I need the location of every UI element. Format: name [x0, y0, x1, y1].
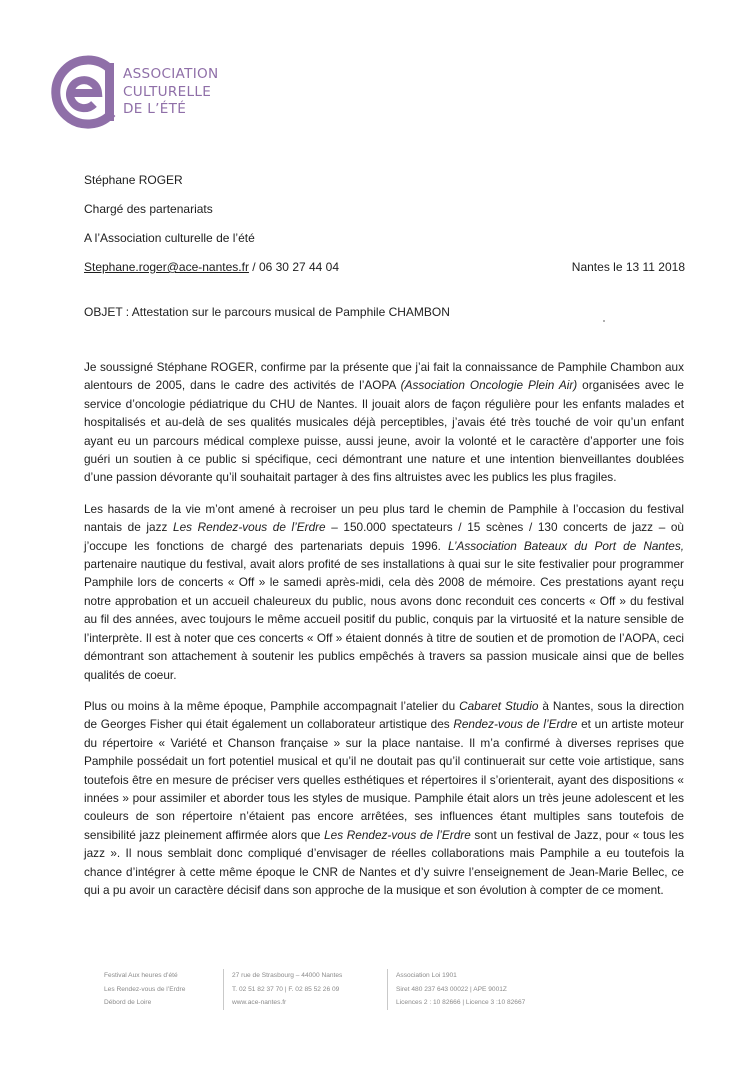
- footer-festivals: [104, 969, 185, 1010]
- letter-subject: OBJET : Attestation sur le parcours musical de Pamphile CHAMBON: [84, 305, 450, 319]
- ace-logo-icon: [50, 55, 122, 131]
- footer-line: Les Rendez-vous de l’Erdre: [104, 985, 186, 993]
- letter-date: Nantes le 13 11 2018: [571, 260, 685, 274]
- text-run: Plus ou moins à la même époque, Pamphile accompagnait l’atelier du: [84, 698, 460, 713]
- text-run-italic: L’Association Bateaux du Port de Nantes,: [447, 538, 684, 553]
- sender-name: Stéphane ROGER: [84, 173, 183, 187]
- footer-line: Débord de Loire: [104, 999, 152, 1006]
- sender-email-link[interactable]: Stephane.roger@ace-nantes.fr: [84, 260, 249, 274]
- sender-organisation: A l’Association culturelle de l’été: [84, 231, 255, 245]
- sender-phone: / 06 30 27 44 04: [248, 260, 340, 274]
- text-run-italic: (Association Oncologie Plein Air): [400, 378, 578, 393]
- body-paragraph-2: [84, 500, 684, 684]
- footer-line: Siret 480 237 643 00022 | APE 9001Z: [396, 985, 507, 993]
- text-run: Je soussigné Stéphane ROGER, confirme par la présente que j’ai fait la connaissance de Pamphile Chambon aux alentours de 2005, dans le cadre des activités de l’AOPA: [84, 360, 684, 393]
- logo-line-1: ASSOCIATION: [123, 66, 219, 82]
- text-run: – 150.000 spectateurs / 15 scènes / 130 concerts de jazz – où j’occupe les fonctions de chargé des partenariats depuis 1996.: [84, 520, 684, 553]
- footer-address: [223, 969, 342, 1010]
- footer-line: 27 rue de Strasbourg – 44000 Nantes: [232, 972, 343, 979]
- text-run: organisées avec le service d’oncologie pédiatrique du CHU de Nantes. Il jouait alors de façon régulière pour les enfants malades et hospitalisés et au-delà de ses qualités musicales déjà perceptibles, j’avais été très touché de voir qu’un enfant ayant eu un parcours médical complexe puisse, aussi jeune, avoir la volonté et le caractère d’apporter une fois guéri un soutien à ce public si spécifique, ceci démontrant une nature et une intention bienveillantes doublées d’une passion dévorante qu’il souhaitait partager à des fins altruistes avec les publics les plus fragiles.: [84, 378, 684, 485]
- text-run: Les hasards de la vie m’ont amené à recroiser un peu plus tard le chemin de Pamphile à l’occasion du festival nantais de jazz: [84, 501, 684, 535]
- footer-line: Association Loi 1901: [396, 972, 457, 979]
- footer-legal: [387, 969, 525, 1010]
- text-run-italic: Les Rendez-vous de l’Erdre: [173, 520, 326, 535]
- logo-line-2: CULTURELLE: [123, 83, 212, 100]
- sender-role: Chargé des partenariats: [84, 202, 213, 216]
- sender-contact: [84, 260, 339, 274]
- text-run-italic: Les Rendez-vous de l’Erdre: [324, 827, 471, 842]
- body-paragraph-1: [84, 358, 684, 487]
- text-run: et un artiste moteur du répertoire « Variété et Chanson française » sur la place nantaise. Il m’a confirmé à diverses reprises que Pamphile possédait un fort potentiel musical et qu’il ne doutait pas qu’il continuerait sur cette voie artistique, sans toutefois être en mesure de préciser vers quelles esthétiques et répertoires il s’orienterait, ayant des dispositions « innées » pour assimiler et aborder tous les styles de musique. Pamphile était alors un très jeune adolescent et les couleurs de son répertoire n’étaient pas encore arrêtées, ses influences étant multiples sans toutefois de sensibilité jazz pleinement affirmée alors que: [84, 717, 684, 842]
- text-run: à Nantes, sous la direction de Georges Fisher qui était également un collaborateur artistique des: [84, 698, 684, 732]
- letter-body: [84, 358, 684, 912]
- text-run-italic: Cabaret Studio: [459, 698, 539, 713]
- text-run: partenaire nautique du festival, avait alors profité de ses installations à quai sur le site festivalier pour programmer Pamphile lors de concerts « Off » le samedi après-midi, cela dès 2008 de mémoire. Ces prestations ayant reçu notre approbation et un accueil chaleureux du public, nous avons donc reconduit ces concerts « Off » du festival au fil des années, avec toujours le même accueil positif du public, conquis par la virtuosité et la nature sensible de l’interprète. Il est à noter que ces concerts « Off » étaient donnés à titre de soutien et de promotion de l’AOPA, ceci démontrant son attachement à soutenir les publics empêchés à travers sa passion musicale ainsi que de belles qualités de coeur.: [84, 557, 684, 682]
- footer-line: T. 02 51 82 37 70 | F. 02 85 52 26 09: [232, 985, 340, 993]
- association-logo: [50, 55, 250, 135]
- footer-line: Festival Aux heures d’été: [104, 972, 178, 979]
- footer-website-link[interactable]: www.ace-nantes.fr: [232, 999, 287, 1006]
- scan-speck: [603, 320, 605, 322]
- logo-line-3: DE L’ÉTÉ: [123, 101, 187, 117]
- body-paragraph-3: [84, 697, 684, 899]
- text-run-italic: Rendez-vous de l’Erdre: [453, 717, 578, 732]
- footer-line: Licences 2 : 10 82666 | Licence 3 :10 82667: [396, 999, 526, 1006]
- logo-wordmark: [123, 66, 218, 119]
- text-run: sont un festival de Jazz, pour « tous les jazz ». Il nous semblait donc compliqué d’envisager de réelles collaborations mais Pamphile a eu toutefois la chance d’intégrer à cette même époque le CNR de Nantes et d’y suivre l’enseignement de Jean-Marie Bellec, ce qui a pu avoir un caractère décisif dans son approche de la musique et son évolution à compter de ce moment.: [84, 827, 685, 897]
